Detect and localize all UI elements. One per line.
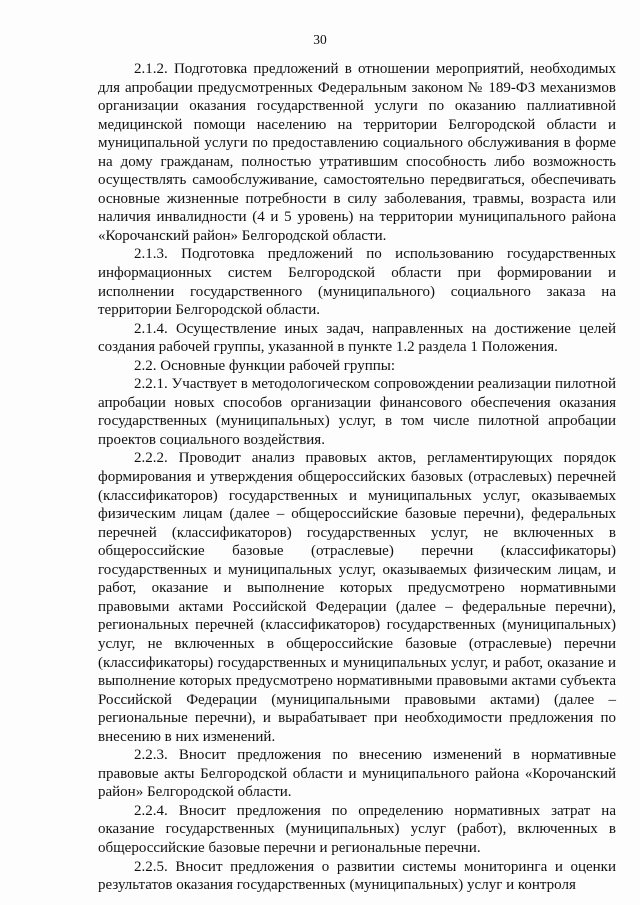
document-body — [98, 60, 616, 895]
paragraph-2-1-2: 2.1.2. Подготовка предложений в отношении мероприятий, необходимых для апробации предусмотренных Федеральным законом № 189-ФЗ механизмов организации оказания государственной услуги по оказанию паллиативной медицинской помощи населению на территории Белгородской области и муниципальной услуги по предоставлению социального обслуживания в форме на дому гражданам, полностью утратившим способность либо возможность осуществлять самообслуживание, самостоятельно передвигаться, обеспечивать основные жизненные потребности в силу заболевания, травмы, возраста или наличия инвалидности (4 и 5 уровень) на территории муниципального района «Корочанский район» Белгородской области. — [98, 61, 616, 244]
paragraph-2-2-4: 2.2.4. Вносит предложения по определению нормативных затрат на оказание государственных (муниципальных) услуг (работ), включенных в общероссийские базовые перечни и региональные перечни. — [98, 802, 616, 856]
paragraph-2-2-5: 2.2.5. Вносит предложения о развитии системы мониторинга и оценки результатов оказания государственных (муниципальных) услуг и контроля — [98, 858, 616, 894]
paragraph-2-2-1: 2.2.1. Участвует в методологическом сопровождении реализации пилотной апробации новых способов организации финансового обеспечения оказания государственных (муниципальных) услуг, в том числе пилотной апробации проектов социального воздействия. — [98, 376, 616, 448]
paragraph-2-2: 2.2. Основные функции рабочей группы: — [134, 357, 395, 374]
paragraph-2-2-2: 2.2.2. Проводит анализ правовых актов, регламентирующих порядок формирования и утверждения общероссийских базовых (отраслевых) перечней (классификаторов) государственных и муниципальных услуг, оказываемых физическим лицам (далее – общероссийские базовые перечни), федеральных перечней (классификаторов) государственных услуг, не включенных в общероссийские базовые (отраслевые) перечни (классификаторы) государственных и муниципальных услуг, оказываемых физическим лицам, и работ, оказание и выполнение которых предусмотрено нормативными правовыми актами Российской Федерации (далее – федеральные перечни), региональных перечней (классификаторов) государственных (муниципальных) услуг, не включенных в общероссийские базовые (отраслевые) перечни (классификаторы) государственных и муниципальных услуг, и работ, оказание и выполнение которых предусмотрено нормативными правовыми актами субъекта Российской Федерации (муниципальными правовыми актами) (далее – региональные перечни), и вырабатывает при необходимости предложения по внесению в них изменений. — [98, 450, 616, 745]
paragraph-2-2-3: 2.2.3. Вносит предложения по внесению изменений в нормативные правовые акты Белгородской области и муниципального района «Корочанский район» Белгородской области. — [98, 747, 616, 801]
paragraph-2-1-4: 2.1.4. Осуществление иных задач, направленных на достижение целей создания рабочей группы, указанной в пункте 1.2 раздела 1 Положения. — [98, 320, 616, 356]
page-number: 30 — [313, 32, 327, 47]
paragraph-2-1-3: 2.1.3. Подготовка предложений по использованию государственных информационных систем Белгородской области при формировании и исполнении государственного (муниципального) социального заказа на территории Белгородской области. — [98, 246, 616, 319]
